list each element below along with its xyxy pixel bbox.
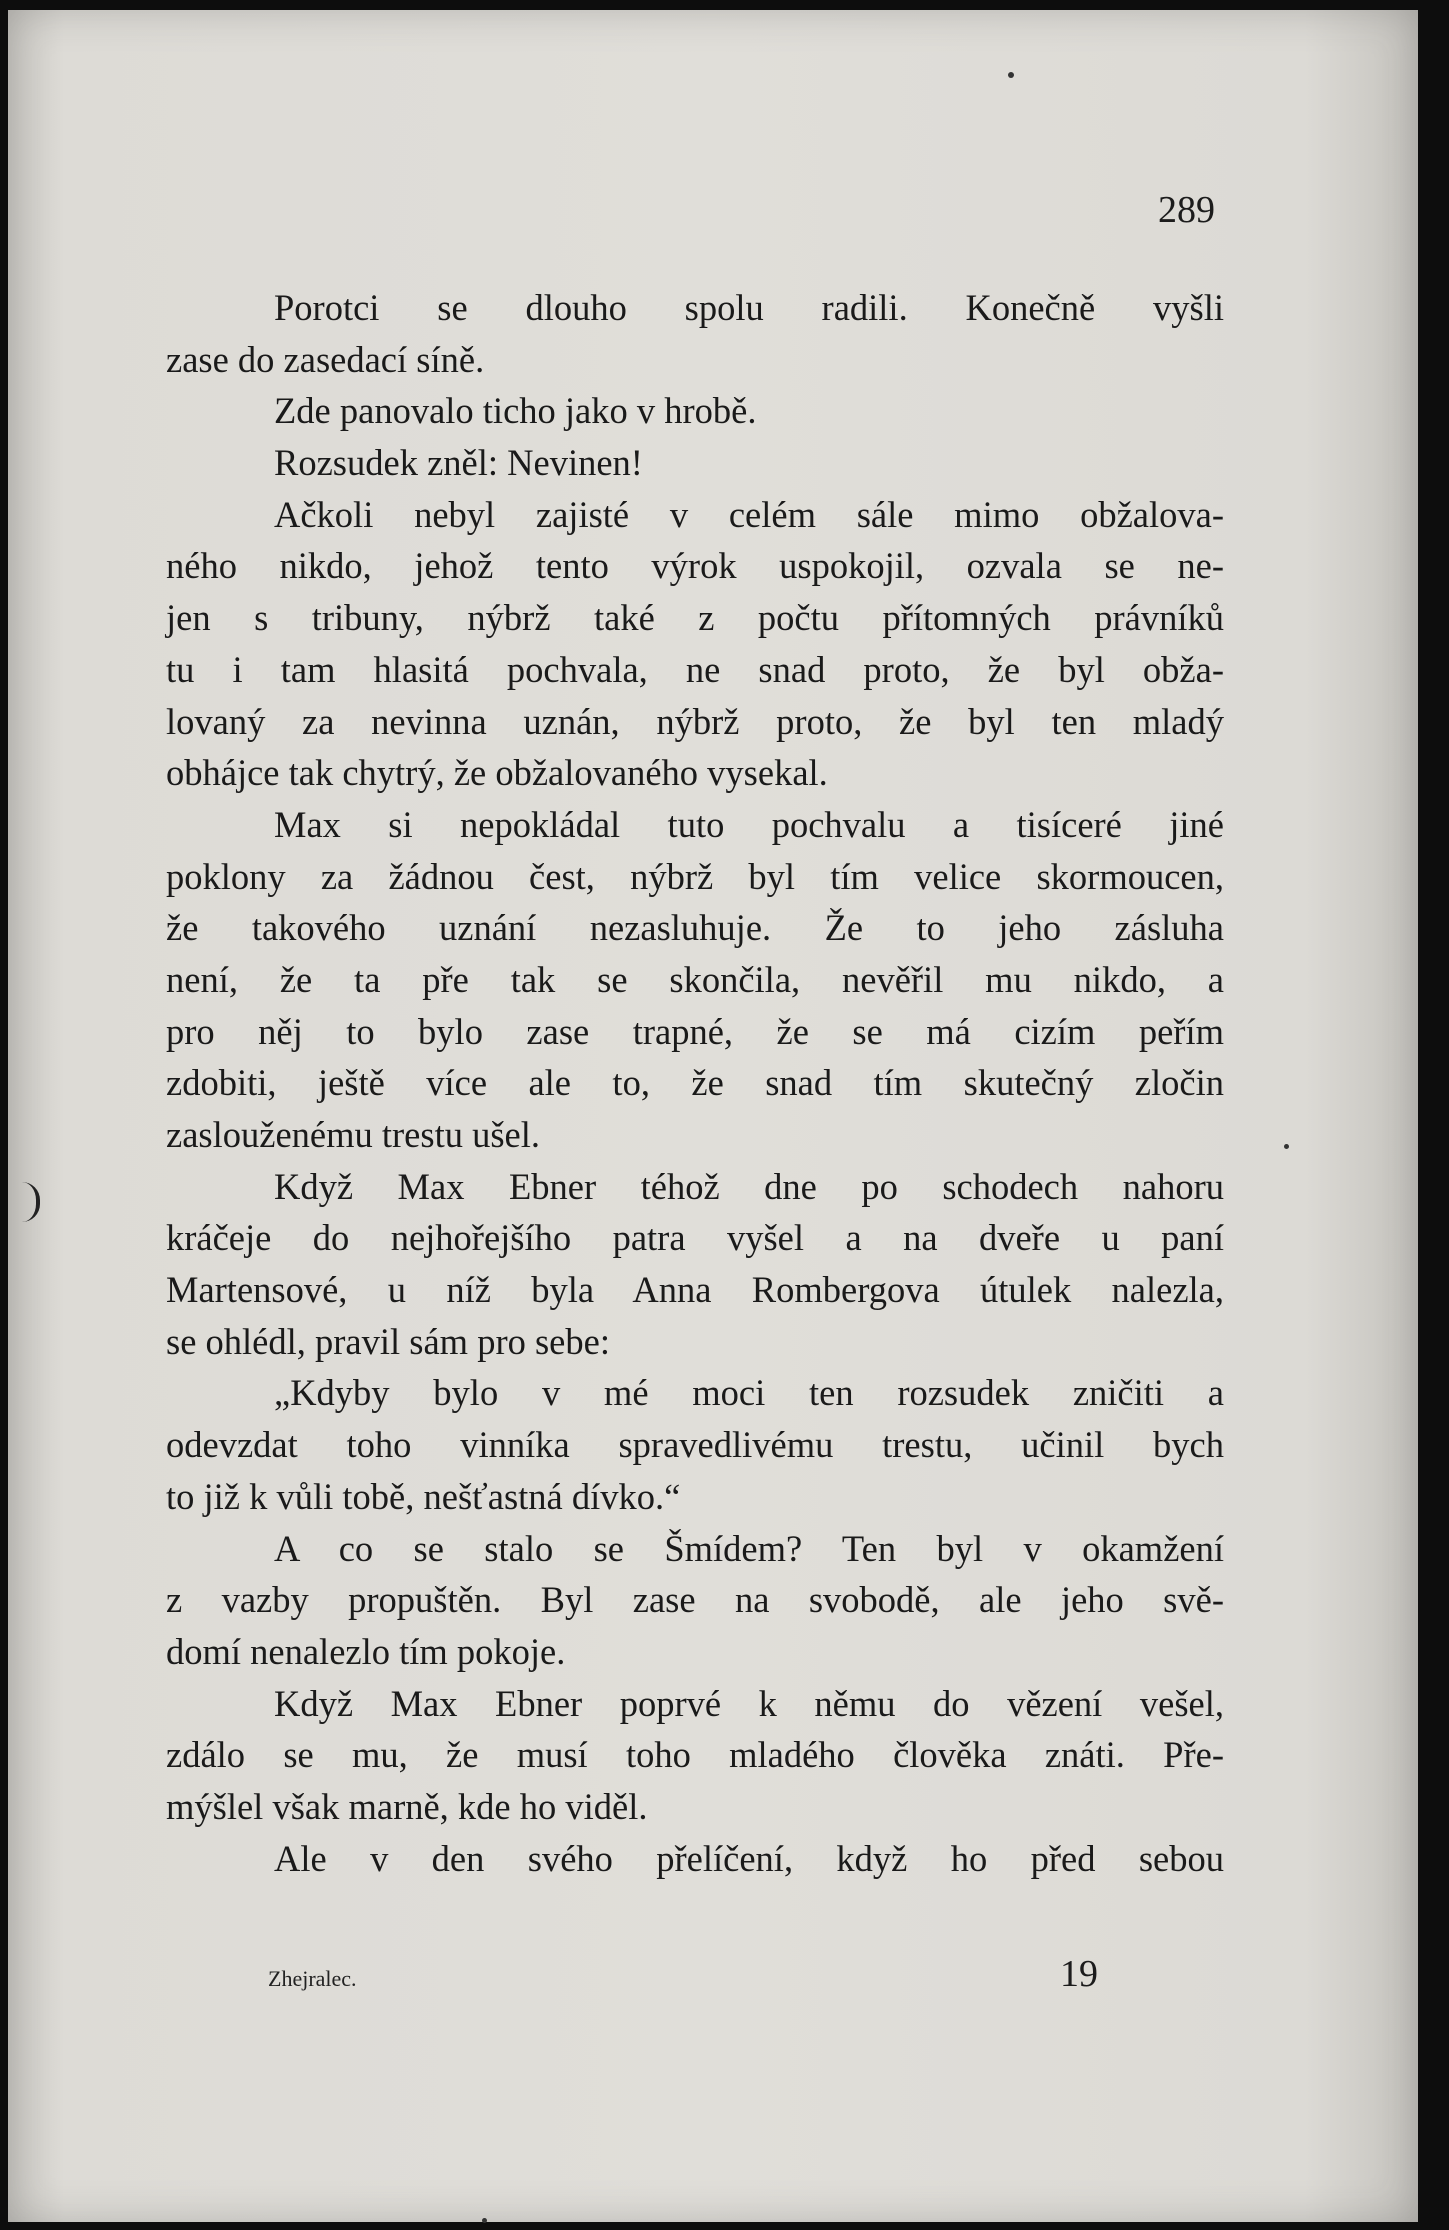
paper-speck (482, 2218, 487, 2223)
page-footer (8, 1950, 1418, 2000)
text-line: „Kdyby bylo v mé moci ten rozsudek zničiti a (274, 1372, 1224, 1414)
text-line: tu i tam hlasitá pochvala, ne snad proto, že byl obža- (166, 648, 1224, 690)
text-line: Když Max Ebner poprvé k němu do vězení vešel, (274, 1682, 1224, 1724)
text-line: Martensové, u níž byla Anna Rombergova útulek nalezla, (166, 1269, 1224, 1311)
sheet-number: 19 (1060, 1953, 1098, 1995)
text-line: z vazby propuštěn. Byl zase na svobodě, ale jeho svě- (166, 1579, 1224, 1621)
text-line: Ačkoli nebyl zajisté v celém sále mimo obžalova- (274, 493, 1224, 535)
text-line: není, že ta pře tak se skončila, nevěřil mu nikdo, a (166, 958, 1224, 1000)
page-number: 289 (1158, 189, 1215, 231)
text-line: pro něj to bylo zase trapné, že se má cizím peřím (166, 1010, 1224, 1052)
text-line: Rozsudek zněl: Nevinen! (274, 442, 643, 484)
paper-speck (1284, 1144, 1289, 1149)
text-line: zdobiti, ještě více ale to, že snad tím skutečný zločin (166, 1062, 1224, 1104)
text-line: Zde panovalo ticho jako v hrobě. (274, 390, 757, 432)
text-line: že takového uznání nezasluhuje. Že to jeho zásluha (166, 907, 1224, 949)
text-line: Když Max Ebner téhož dne po schodech nahoru (274, 1165, 1224, 1207)
text-line: zaslouženému trestu ušel. (166, 1114, 541, 1155)
text-line: lovaný za nevinna uznán, nýbrž proto, že byl ten mladý (166, 700, 1224, 742)
text-line: zase do zasedací síně. (166, 338, 485, 380)
text-line: domí nenalezlo tím pokoje. (166, 1630, 566, 1672)
text-line: odevzdat toho vinníka spravedlivému trestu, učinil bych (166, 1424, 1224, 1466)
text-line: se ohlédl, pravil sám pro sebe: (166, 1320, 610, 1362)
text-line: A co se stalo se Šmídem? Ten byl v okamžení (274, 1527, 1224, 1569)
text-line: kráčeje do nejhořejšího patra vyšel a na dveře u paní (166, 1217, 1224, 1259)
text-line: mýšlel však marně, kde ho viděl. (166, 1785, 648, 1827)
printer-signature: Zhejralec. (268, 1966, 357, 1991)
text-line: Max si nepokládal tuto pochvalu a tisíceré jiné (274, 803, 1224, 845)
body-text (166, 282, 1224, 1884)
margin-mark (22, 1182, 40, 1222)
text-line: jen s tribuny, nýbrž také z počtu přítomných právníků (166, 597, 1224, 639)
text-line: Porotci se dlouho spolu radili. Konečně vyšli (274, 287, 1224, 328)
text-line: zdálo se mu, že musí toho mladého člověka znáti. Pře- (166, 1734, 1224, 1776)
text-line: ného nikdo, jehož tento výrok uspokojil, ozvala se ne- (166, 545, 1224, 587)
text-line: obhájce tak chytrý, že obžalovaného vysekal. (166, 752, 828, 794)
text-line: Ale v den svého přelíčení, když ho před sebou (274, 1837, 1224, 1879)
text-line: to již k vůli tobě, nešťastná dívko.“ (166, 1475, 681, 1517)
book-page (8, 10, 1418, 2222)
paper-speck (1008, 72, 1014, 78)
text-line: poklony za žádnou čest, nýbrž byl tím velice skormoucen, (166, 855, 1224, 897)
